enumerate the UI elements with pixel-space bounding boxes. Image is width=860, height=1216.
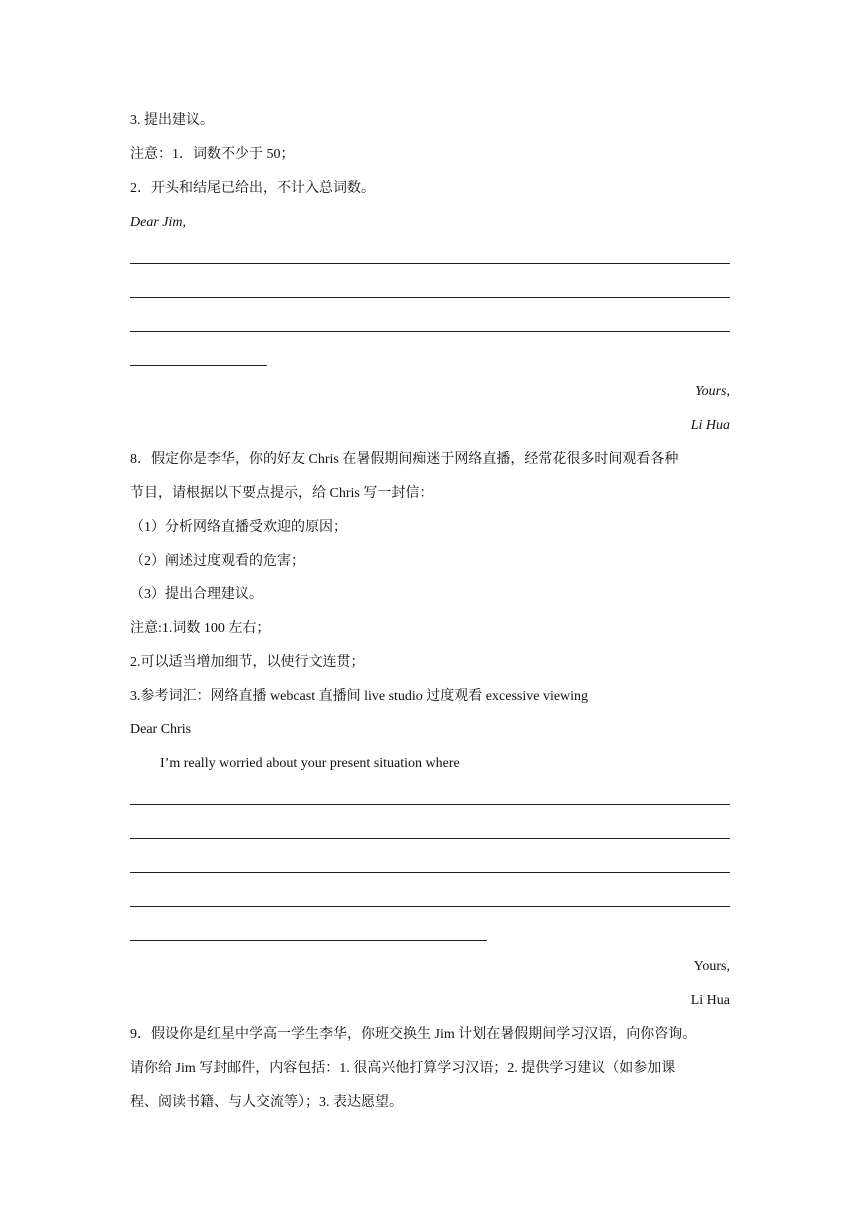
letter-closing: Yours, — [693, 959, 730, 974]
answer-line — [130, 804, 730, 805]
point-item: （3）提出合理建议。 — [130, 587, 263, 602]
note-line: 2.可以适当增加细节，以使行文连贯； — [130, 655, 365, 670]
letter-signature: Li Hua — [690, 418, 730, 433]
point-item: （2）阐述过度观看的危害； — [130, 554, 305, 569]
question-text: 程、阅读书籍、与人交流等）；3. 表达愿望。 — [130, 1095, 403, 1110]
note-line: 注意:1.词数 100 左右； — [130, 621, 271, 636]
letter-signature: Li Hua — [690, 993, 730, 1008]
question-text: 8．假定你是李华，你的好友 Chris 在暑假期间痴迷于网络直播，经常花很多时间观看各种 — [130, 452, 679, 467]
question-text: 请你给 Jim 写封邮件，内容包括：1. 很高兴他打算学习汉语；2. 提供学习建议（如参加课 — [130, 1061, 676, 1076]
answer-line — [130, 365, 267, 366]
answer-line — [130, 297, 730, 298]
answer-line — [130, 331, 730, 332]
instruction-line: 3. 提出建议。 — [130, 113, 214, 128]
question-text: 9．假设你是红星中学高一学生李华，你班交换生 Jim 计划在暑假期间学习汉语，向你咨询。 — [130, 1027, 697, 1042]
answer-line — [130, 872, 730, 873]
note-line: 2．开头和结尾已给出，不计入总词数。 — [130, 181, 375, 196]
answer-line — [130, 838, 730, 839]
answer-line — [130, 940, 487, 941]
answer-line — [130, 263, 730, 264]
letter-greeting: Dear Chris — [130, 722, 192, 737]
vocabulary-line: 3.参考词汇：网络直播 webcast 直播间 live studio 过度观看 excessive viewing — [130, 689, 589, 704]
letter-opening: I’m really worried about your present situation where — [160, 756, 460, 771]
letter-greeting: Dear Jim, — [130, 215, 186, 230]
letter-closing: Yours, — [695, 384, 730, 399]
point-item: （1）分析网络直播受欢迎的原因； — [130, 520, 347, 535]
note-line: 注意：1．词数不少于 50； — [130, 147, 295, 162]
question-text: 节目，请根据以下要点提示，给 Chris 写一封信： — [130, 486, 434, 501]
answer-line — [130, 906, 730, 907]
